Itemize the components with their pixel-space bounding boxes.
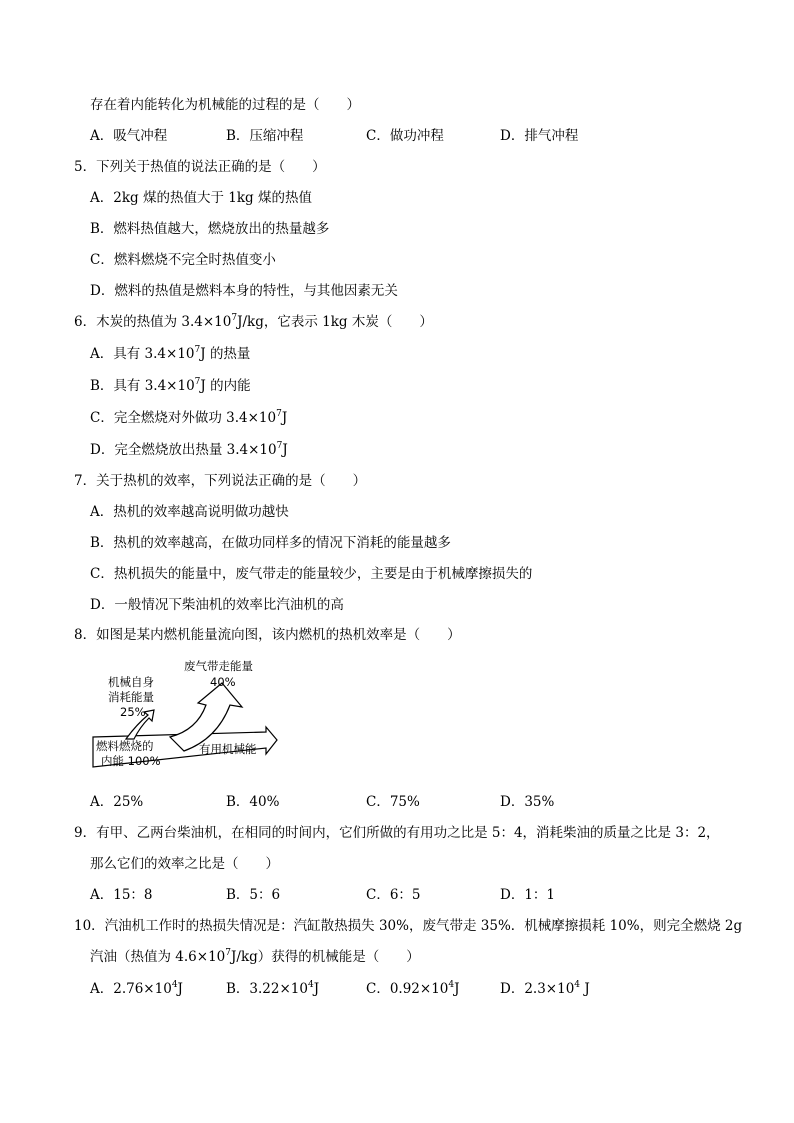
q5-option-c[interactable]: C．燃料燃烧不完全时热值变小 (90, 252, 276, 268)
q5-option-b[interactable]: B．燃料热值越大，燃烧放出的热量越多 (90, 221, 330, 237)
q10-option-c-exp: 4 (448, 980, 455, 990)
q10-option-a-text: A．2.76×10 (90, 981, 172, 997)
q10-option-b-text: B．3.22×10 (226, 981, 308, 997)
q6-stem-text-2: J/kg，它表示 1kg 木炭（ ） (237, 314, 433, 330)
q5-stem: 5．下列关于热值的说法正确的是（ ） (74, 159, 326, 175)
q6-option-b-unit: J 的内能 (200, 378, 251, 394)
q6-option-c-unit: J (281, 410, 288, 426)
q6-option-b[interactable] (90, 377, 251, 395)
q10-option-c-text: C．0.92×10 (366, 981, 449, 997)
energy-flow-diagram (92, 655, 292, 775)
q6-option-a-unit: J 的热量 (200, 346, 251, 362)
q9-option-c[interactable]: C．6：5 (366, 887, 421, 903)
q6-option-a-text: A．具有 3.4×10 (90, 346, 195, 362)
q4-option-b[interactable]: B．压缩冲程 (226, 128, 304, 144)
q10-option-c[interactable] (366, 980, 460, 998)
q10-option-b-unit: J (313, 981, 320, 997)
q9-stem-line-2: 那么它们的效率之比是（ ） (90, 856, 279, 872)
q6-stem-text: 6．木炭的热值为 3.4×10 (74, 314, 232, 330)
useful-energy-label: 有用机械能 (199, 742, 257, 756)
q6-option-d-text: D．完全燃烧放出热量 3.4×10 (90, 442, 277, 458)
q8-option-c[interactable]: C．75% (366, 794, 420, 810)
exhaust-label: 废气带走能量 (184, 659, 253, 673)
exhaust-percent: 40% (210, 675, 236, 689)
q4-option-c[interactable]: C．做功冲程 (366, 128, 444, 144)
q10-stem-line-1: 10．汽油机工作时的热损失情况是：汽缸散热损失 30%，废气带走 35%．机械摩擦损耗 10%，则完全燃烧 2g (74, 918, 743, 934)
q7-option-a[interactable]: A．热机的效率越高说明做功越快 (90, 504, 289, 520)
q7-option-c[interactable]: C．热机损失的能量中，废气带走的能量较少，主要是由于机械摩擦损失的 (90, 566, 533, 582)
q6-stem-exponent: 7 (231, 313, 238, 323)
q5-option-a[interactable]: A．2kg 煤的热值大于 1kg 煤的热值 (90, 190, 312, 206)
q9-stem-line-1: 9．有甲、乙两台柴油机，在相同的时间内，它们所做的有用功之比是 5：4，消耗柴油的质量之比是 3：2， (74, 825, 720, 841)
q8-option-b[interactable]: B．40% (226, 794, 280, 810)
fuel-label-2: 内能 100% (101, 754, 161, 768)
q9-option-d[interactable]: D．1：1 (500, 887, 556, 903)
q6-stem (74, 313, 433, 331)
q10-option-d-exp: 4 (574, 980, 581, 990)
mech-loss-percent: 25% (120, 705, 146, 719)
q4-stem: 存在着内能转化为机械能的过程的是（ ） (90, 97, 360, 113)
q7-option-d[interactable]: D．一般情况下柴油机的效率比汽油机的高 (90, 597, 344, 613)
q6-option-a-exp: 7 (194, 345, 201, 355)
q9-option-b[interactable]: B．5：6 (226, 887, 281, 903)
q6-option-d-unit: J (282, 442, 288, 458)
mech-loss-label-1: 机械自身 (108, 675, 154, 689)
mech-loss-label-2: 消耗能量 (108, 690, 154, 704)
q6-option-a[interactable] (90, 345, 250, 363)
q7-option-b[interactable]: B．热机的效率越高，在做功同样多的情况下消耗的能量越多 (90, 535, 451, 551)
q10-stem-text: 汽油（热值为 4.6×10 (90, 949, 226, 965)
q10-option-a[interactable] (90, 980, 183, 998)
q10-option-d[interactable] (500, 980, 590, 998)
q10-option-a-unit: J (177, 981, 183, 997)
q6-option-c-exp: 7 (276, 409, 282, 419)
q10-stem-text-2: J/kg）获得的机械能是（ ） (231, 949, 420, 965)
q7-stem: 7．关于热机的效率，下列说法正确的是（ ） (74, 473, 367, 489)
q4-option-d[interactable]: D．排气冲程 (500, 128, 579, 144)
q10-option-a-exp: 4 (171, 980, 178, 990)
q6-option-d[interactable] (90, 441, 288, 459)
q10-option-b[interactable] (226, 980, 319, 998)
q10-option-d-text: D．2.3×10 (500, 981, 575, 997)
q6-option-b-text: B．具有 3.4×10 (90, 378, 195, 394)
q10-stem-exponent: 7 (225, 948, 231, 958)
q9-option-a[interactable]: A．15：8 (90, 887, 153, 903)
q5-option-d[interactable]: D．燃料的热值是燃料本身的特性，与其他因素无关 (90, 283, 398, 299)
q8-option-a[interactable]: A．25% (90, 794, 144, 810)
q6-option-b-exp: 7 (194, 377, 201, 387)
q6-option-c[interactable] (90, 409, 287, 427)
q10-option-c-unit: J (454, 981, 460, 997)
q6-option-c-text: C．完全燃烧对外做功 3.4×10 (90, 410, 277, 426)
q8-option-d[interactable]: D．35% (500, 794, 555, 810)
q10-option-d-unit: J (580, 981, 590, 997)
q10-stem-line-2 (90, 948, 420, 966)
q6-option-d-exp: 7 (276, 441, 283, 451)
q10-option-b-exp: 4 (307, 980, 314, 990)
energy-flow-svg (92, 655, 292, 775)
q8-stem: 8．如图是某内燃机能量流向图，该内燃机的热机效率是（ ） (74, 627, 461, 643)
q4-option-a[interactable]: A．吸气冲程 (90, 128, 168, 144)
fuel-label-1: 燃料燃烧的 (96, 739, 154, 753)
